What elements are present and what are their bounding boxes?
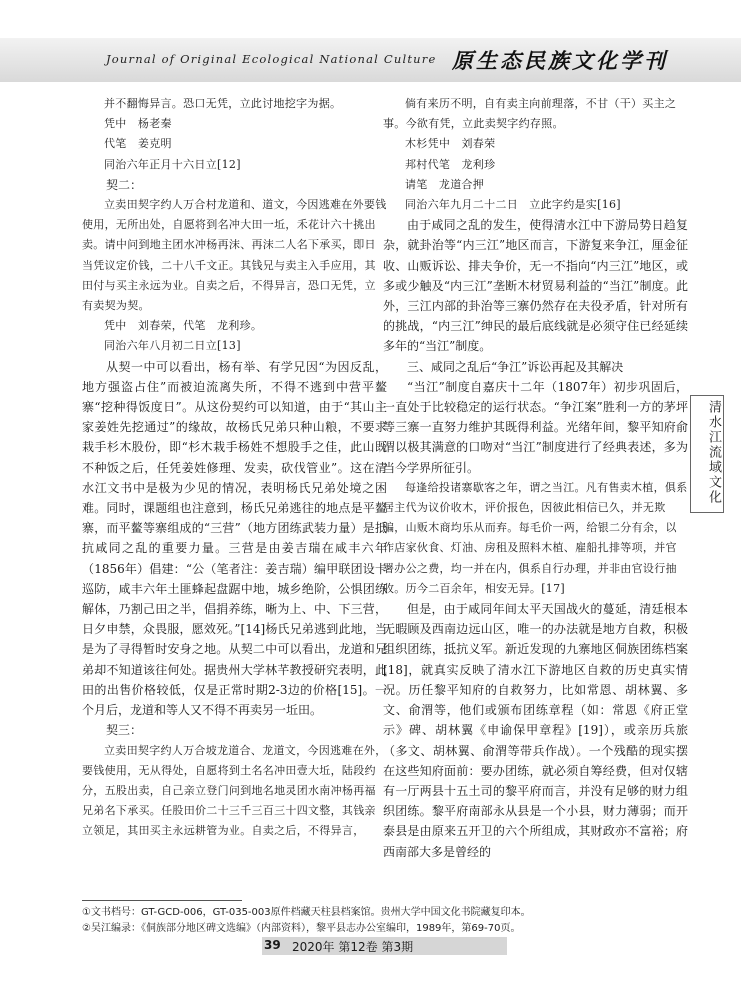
- body-paragraph: “当江”制度自嘉庆十二年（1807年）初步巩固后，一直处于比较稳定的运行状态。“争江案”胜利一方的茅坪等三寨一直努力维护其既得利益。光绪年间，黎平知府俞渭以极其满意的口吻对“当江”制度进行了经典表述，多为当今学界所征引。: [383, 379, 688, 475]
- contract-witness: 木杉凭中 刘春荣: [405, 137, 496, 151]
- section-heading: 三、咸同之乱后“争江”诉讼再起及其解决: [407, 359, 624, 374]
- contract-date: 同治六年正月十六日立[12]: [104, 157, 241, 171]
- contract-scribe: 代笔 姜克明: [104, 137, 172, 151]
- contract-date: 同治六年八月初二日立[13]: [104, 339, 241, 353]
- body-paragraph: 但是，由于咸同年间太平天国战火的蔓延，清廷根本无暇顾及西南边远山区，唯一的办法就是地方自救，积极组织团练，抵抗义军。新近发现的九寨地区侗族团练档案[18]，就真实反映了清水江下游地区自救的历史真实情况。历任黎平知府的自救努力，比如常恩、胡林翼、多文、俞渭等，他们或颁布团练章程（如：常恩《府正堂示》碑、胡林翼《申谕保甲章程》[19]），或亲历兵旅（多文、胡林翼、俞渭等带兵作战）。一个残酷的现实摆在这些知府面前：要办团练，就必须自筹经费，但对仅辖有一厅两县十五土司的黎平府而言，并没有足够的财力组织团练。黎平府南部永从县是一个小县，财力薄弱；而开泰县是由原来五开卫的六个所组成，其财政亦不富裕；府西南部大多是曾经的: [383, 602, 688, 859]
- footnotes: [82, 905, 682, 937]
- contract-text: 并不翻悔异言。恐口无凭，立此讨地挖字为据。: [104, 97, 342, 110]
- contract-date: 同治六年九月二十二日 立此字约是实[16]: [405, 198, 621, 212]
- journal-title-cn: 原生态民族文化学刊: [452, 48, 668, 73]
- journal-title-en: Journal of Original Ecological National Culture: [106, 52, 437, 66]
- footnote: ①文书档号：GT-GCD-006，GT-035-003原件档藏天柱县档案馆。贵州大学中国文化书院藏复印本。: [82, 907, 531, 918]
- side-tab-label: 清水江流域文化: [706, 400, 721, 505]
- contract-text: 倘有来历不明，自有卖主向前理落，不甘（干）买主之事。今欲有凭，立此卖契字约存照。: [383, 97, 677, 131]
- body-paragraph: 从契一中可以看出，杨有举、有学兄因“为因反乱，地方强盗占住”而被迫流离失所，不得不逃到中营平鳌寨“挖种得饭度日”。从这份契约可以知道，由于“其山主家姜姓先挖通过”的缘故，故杨氏兄弟只种山粮，不要求栽手杉木股份，即“杉木栽手杨姓不想股手之佳，此山既不种饭之后，任凭姜姓修理、发卖，砍伐管业”。这在清水江文书中是极为少见的情况，表明杨氏兄弟处境之困难。同时，课题组也注意到，杨氏兄弟逃往的地点是平鳌寨，而平鳌等寨组成的“三营”（地方团练武装力量）是抵抗咸同之乱的重要力量。三营是由姜吉瑞在咸丰六年（1856年）倡建：“公（笔者注：姜吉瑞）编甲联团设卡巡防，咸丰六年土匪蜂起盘踞中地，城乡绝阶，公惧团练解体，乃割己田之半，倡捐养练，晰为上、中、下三营，日夕申禁，众畏服，愿效死。”[14]杨氏兄弟逃到此地，当是为了寻得暂时安身之地。从契二中可以看出，龙道和兄弟却不知道该往何处。据贵州大学林芊教授研究表明，此田的出售价格较低，仅是正常时期2-3边的价格[15]。一个月后，龙道和等人又不得不再卖另一坵田。: [82, 359, 387, 718]
- journal-header: [0, 38, 741, 82]
- left-column: [82, 94, 387, 842]
- contract-text: 立卖田契字约人万合坡龙道合、龙道文，今因逃难在外，要钱使用，无从得处，自愿将到土名名冲田壹大坵，陆段约分，五股出卖，自己亲立登门问到地名地灵团水南冲杨再福兄弟名下承买。任股田价二十三千三百三十四文整，其钱亲立领足，其田买主永远耕管为业。自卖之后，不得异言，: [82, 743, 387, 838]
- issue-info: 2020年 第12卷 第3期: [292, 940, 414, 954]
- footnote-rule: [82, 900, 242, 901]
- block-quote: 每逢给投诸寨歇客之年，谓之当江。凡有售卖木植，俱系居主代为议价收木，评价报色，因彼此相信已久，并无欺骗，山贩木商均乐从而弃。每毛价一两，给银二分有余，以作店家伙食、灯油、房租及照料木植、雇船扎排等项，并官署办公之费，均一并在内，俱系自行办理，并非由官设行抽收。历今二百余年，相安无异。[17]: [383, 480, 688, 595]
- contract-scribe: 邦村代笔 龙利珍: [405, 157, 496, 171]
- contract-witness: 凭中 刘春荣，代笔 龙利珍。: [104, 319, 263, 333]
- right-column: [383, 94, 688, 862]
- page-number: 39: [264, 938, 281, 952]
- contract-witness: 凭中 杨老秦: [104, 117, 172, 131]
- side-tab: [690, 395, 724, 513]
- contract-signer: 请笔 龙道合押: [405, 177, 485, 191]
- footnote: ②吴江编录：《侗族部分地区碑文选编》（内部资料），黎平县志办公室编印，1989年，第69-70页。: [82, 923, 521, 934]
- contract-title: 契二：: [106, 177, 143, 192]
- contract-text: 立卖田契字约人万合村龙道和、道文，今因逃难在外要钱使用，无所出处，自愿将到名冲大田一坵，禾花计六十挑出卖。请中问到地主团水冲杨再沫、再沫二人名下承买，即日当凭议定价钱，二十八千文正。其钱兄与卖主入手应用，其田付与买主永远为业。自卖之后，不得异言，恐口无凭，立有卖契为契。: [82, 198, 387, 313]
- body-paragraph: 由于咸同之乱的发生，使得清水江中下游局势日趋复杂，就卦治等“内三江”地区而言，下游复来争江，厘金征收、山贩诉讼、排夫争价，无一不指向“内三江”地区，或多或少触及“内三江”垄断木材贸易利益的“当江”制度。此外，三江内部的卦治等三寨仍然存在夫役矛盾，针对所有的挑战，“内三江”绅民的最后底线就是必须守住已经延续多年的“当江”制度。: [383, 218, 688, 354]
- contract-title: 契三：: [106, 723, 143, 738]
